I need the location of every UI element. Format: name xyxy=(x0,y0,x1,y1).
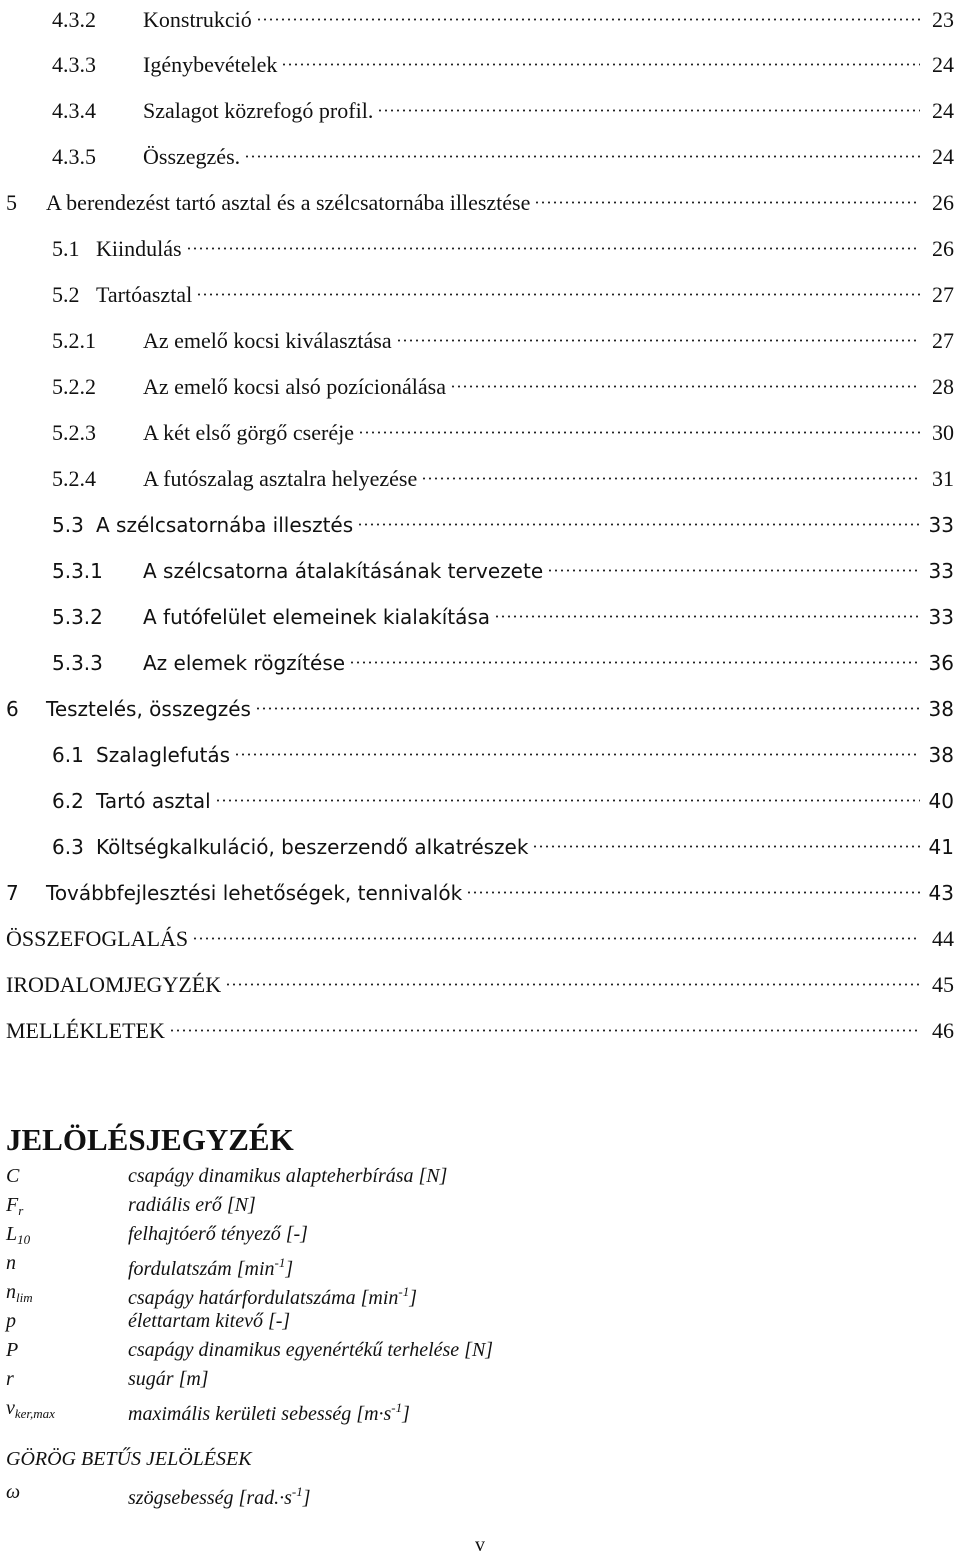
symbol-row xyxy=(0,1478,960,1509)
toc-entry-page: 23 xyxy=(932,7,954,32)
symbol-description-text: csapágy dinamikus alapteherbírása [N] xyxy=(128,1165,448,1187)
toc-entry-page: 38 xyxy=(928,743,954,767)
toc-entry-number: 4.3.2 xyxy=(52,7,96,32)
symbol-description-text: csapágy határfordulatszáma [min xyxy=(128,1287,399,1309)
symbol-description xyxy=(128,1162,447,1190)
toc-entry-number: 6 xyxy=(6,697,19,721)
toc-dot-leader xyxy=(547,569,920,572)
symbol-description-text: fordulatszám [min xyxy=(128,1258,275,1280)
symbol xyxy=(6,1307,16,1335)
toc-entry[interactable] xyxy=(0,738,960,772)
toc-dot-leader xyxy=(244,155,920,158)
toc-entry[interactable] xyxy=(0,140,960,174)
symbol xyxy=(6,1249,16,1277)
toc-entry[interactable] xyxy=(0,600,960,634)
symbol-row xyxy=(0,1191,960,1219)
toc-entry-title: A futószalag asztalra helyezése xyxy=(143,462,417,496)
toc-entry[interactable] xyxy=(0,1014,960,1048)
unit-closing-bracket: ] xyxy=(402,1403,410,1425)
toc-entry-title: Szalaglefutás xyxy=(96,738,230,772)
toc-entry-page: 38 xyxy=(928,697,954,721)
toc-entry-page: 24 xyxy=(932,144,954,169)
toc-entry-number: 5.3 xyxy=(52,513,84,537)
toc-entry[interactable] xyxy=(0,554,960,588)
greek-symbols-heading: GÖRÖG BETŰS JELÖLÉSEK xyxy=(6,1448,252,1470)
toc-entry[interactable] xyxy=(0,278,960,312)
symbol xyxy=(6,1162,19,1190)
toc-entry-number: 4.3.5 xyxy=(52,144,96,169)
toc-entry-page: 26 xyxy=(932,236,954,261)
toc-entry-page: 43 xyxy=(928,881,954,905)
toc-entry-title: Költségkalkuláció, beszerzendő alkatrészek xyxy=(96,830,528,864)
symbol-description-text: sugár [m] xyxy=(128,1368,209,1390)
toc-dot-leader xyxy=(421,477,920,480)
toc-dot-leader xyxy=(466,891,920,894)
unit-exponent: -1 xyxy=(398,1284,410,1299)
symbol-description-text: élettartam kitevő [-] xyxy=(128,1310,291,1332)
toc-dot-leader xyxy=(186,247,920,250)
toc-entry-page: 36 xyxy=(928,651,954,675)
toc-entry-page: 31 xyxy=(932,466,954,491)
symbol xyxy=(6,1365,14,1393)
symbol-row xyxy=(0,1278,960,1309)
toc-entry-number: 7 xyxy=(6,881,19,905)
toc-dot-leader xyxy=(450,385,920,388)
toc-entry-page: 28 xyxy=(932,374,954,399)
toc-entry-number: 5.2 xyxy=(52,282,80,307)
symbol xyxy=(6,1336,18,1364)
symbol-row xyxy=(0,1365,960,1393)
toc-entry-number: 5.1 xyxy=(52,236,80,261)
symbol-letter: p xyxy=(6,1310,16,1332)
toc-dot-leader xyxy=(396,339,920,342)
toc-entry-title: IRODALOMJEGYZÉK xyxy=(6,968,221,1002)
page-number: v xyxy=(475,1534,485,1556)
toc-entry-number: 5.2.3 xyxy=(52,420,96,445)
toc-entry-page: 24 xyxy=(932,98,954,123)
toc-entry[interactable] xyxy=(0,830,960,864)
toc-entry-page: 26 xyxy=(932,190,954,215)
toc-entry-title: Az elemek rögzítése xyxy=(143,646,345,680)
symbol-description-text: szögsebesség [rad.·s xyxy=(128,1487,292,1509)
symbol xyxy=(6,1478,20,1506)
unit-exponent: -1 xyxy=(274,1255,286,1270)
toc-entry-page: 33 xyxy=(928,559,954,583)
toc-dot-leader xyxy=(192,937,920,940)
toc-entry-title: A futófelület elemeinek kialakítása xyxy=(143,600,490,634)
symbol-letter: n xyxy=(6,1281,16,1303)
toc-dot-leader xyxy=(281,63,920,66)
symbol-row xyxy=(0,1220,960,1248)
symbol-row xyxy=(0,1162,960,1190)
toc-entry[interactable] xyxy=(0,3,960,37)
toc-entry-number: 6.2 xyxy=(52,789,84,813)
symbol-row xyxy=(0,1336,960,1364)
toc-entry-page: 46 xyxy=(932,1018,954,1043)
toc-entry-title: A berendezést tartó asztal és a szélcsatornába illesztése xyxy=(46,186,530,220)
toc-entry-number: 4.3.3 xyxy=(52,52,96,77)
toc-entry-number: 5.3.3 xyxy=(52,651,103,675)
toc-dot-leader xyxy=(358,431,920,434)
toc-entry-page: 27 xyxy=(932,282,954,307)
toc-entry[interactable] xyxy=(0,324,960,358)
toc-entry[interactable] xyxy=(0,462,960,496)
toc-entry-number: 5.2.1 xyxy=(52,328,96,353)
toc-entry-title: Szalagot közrefogó profil. xyxy=(143,94,373,128)
symbols-heading: JELÖLÉSJEGYZÉK xyxy=(6,1122,294,1157)
toc-entry[interactable] xyxy=(0,508,960,542)
toc-dot-leader xyxy=(234,753,920,756)
toc-dot-leader xyxy=(215,799,920,802)
toc-entry[interactable] xyxy=(0,186,960,220)
unit-closing-bracket: ] xyxy=(302,1487,311,1509)
toc-entry-page: 30 xyxy=(932,420,954,445)
toc-entry-number: 5.2.4 xyxy=(52,466,96,491)
toc-dot-leader xyxy=(377,109,920,112)
symbol-description xyxy=(128,1478,311,1512)
toc-entry-title: Konstrukció xyxy=(143,3,252,37)
toc-entry-number: 5 xyxy=(6,190,17,215)
symbol-description xyxy=(128,1365,209,1393)
toc-entry-page: 40 xyxy=(928,789,954,813)
toc-entry-page: 45 xyxy=(932,972,954,997)
symbol-subscript: ker,max xyxy=(14,1406,55,1421)
toc-entry-page: 27 xyxy=(932,328,954,353)
toc-entry[interactable] xyxy=(0,370,960,404)
toc-dot-leader xyxy=(255,707,920,710)
toc-entry[interactable] xyxy=(0,922,960,956)
toc-dot-leader xyxy=(256,18,920,21)
toc-entry-number: 6.1 xyxy=(52,743,84,767)
symbol-description-text: csapágy dinamikus egyenértékű terhelése [N] xyxy=(128,1339,494,1361)
toc-entry[interactable] xyxy=(0,646,960,680)
unit-closing-bracket: ] xyxy=(285,1258,294,1280)
toc-entry-title: A két első görgő cseréje xyxy=(143,416,354,450)
unit-exponent: -1 xyxy=(391,1400,403,1415)
symbol-row xyxy=(0,1394,960,1425)
toc-entry[interactable] xyxy=(0,48,960,82)
symbol-description-text: felhajtóerő tényező [-] xyxy=(128,1223,308,1245)
symbol-description-text: maximális kerületi sebesség [m·s xyxy=(128,1403,392,1425)
symbol-letter: r xyxy=(6,1368,14,1390)
toc-entry-title: ÖSSZEFOGLALÁS xyxy=(6,922,188,956)
toc-entry-page: 44 xyxy=(932,926,954,951)
unit-closing-bracket: ] xyxy=(409,1287,418,1309)
symbol-row xyxy=(0,1249,960,1280)
toc-entry-title: Tartó asztal xyxy=(96,784,211,818)
toc-entry-title: Továbbfejlesztési lehetőségek, tennivalók xyxy=(46,876,462,910)
symbol-letter: v xyxy=(6,1397,15,1419)
toc-entry-title: Kiindulás xyxy=(96,232,182,266)
toc-entry-page: 24 xyxy=(932,52,954,77)
toc-dot-leader xyxy=(494,615,920,618)
symbol-subscript: 10 xyxy=(17,1232,31,1247)
toc-dot-leader xyxy=(534,201,920,204)
toc-dot-leader xyxy=(225,983,920,986)
toc-dot-leader xyxy=(349,661,920,664)
toc-entry-number: 5.3.2 xyxy=(52,605,103,629)
symbol-description xyxy=(128,1191,256,1219)
toc-entry-title: Az emelő kocsi alsó pozícionálása xyxy=(143,370,446,404)
toc-entry[interactable] xyxy=(0,232,960,266)
toc-entry-number: 6.3 xyxy=(52,835,84,859)
toc-entry-number: 5.2.2 xyxy=(52,374,96,399)
symbol-subscript: lim xyxy=(16,1290,33,1305)
symbol-description xyxy=(128,1220,308,1248)
toc-entry-number: 4.3.4 xyxy=(52,98,96,123)
unit-exponent: -1 xyxy=(291,1484,303,1499)
symbol-letter: F xyxy=(6,1194,19,1216)
toc-entry-title: Tesztelés, összegzés xyxy=(46,692,251,726)
toc-entry-page: 33 xyxy=(928,513,954,537)
toc-entry-page: 41 xyxy=(928,835,954,859)
symbol-letter: n xyxy=(6,1252,16,1274)
toc-entry-title: A szélcsatorna átalakításának tervezete xyxy=(143,554,543,588)
symbol-letter: P xyxy=(6,1339,19,1361)
toc-entry-title: Tartóasztal xyxy=(96,278,192,312)
toc-entry-page: 33 xyxy=(928,605,954,629)
toc-entry[interactable] xyxy=(0,784,960,818)
symbol-subscript: r xyxy=(18,1203,24,1218)
toc-entry[interactable] xyxy=(0,968,960,1002)
toc-dot-leader xyxy=(357,523,920,526)
symbol-letter: L xyxy=(6,1223,18,1245)
toc-entry[interactable] xyxy=(0,416,960,450)
toc-entry-title: A szélcsatornába illesztés xyxy=(96,508,353,542)
toc-entry-title: Igénybevételek xyxy=(143,48,277,82)
symbol-letter: C xyxy=(6,1165,20,1187)
symbol-description xyxy=(128,1394,410,1428)
symbol-row xyxy=(0,1307,960,1335)
toc-entry-title: Összegzés. xyxy=(143,140,240,174)
toc-entry-number: 5.3.1 xyxy=(52,559,103,583)
symbol-description xyxy=(128,1307,290,1335)
symbol-letter: ω xyxy=(6,1481,21,1503)
toc-entry-title: Az emelő kocsi kiválasztása xyxy=(143,324,392,358)
toc-dot-leader xyxy=(169,1029,920,1032)
toc-dot-leader xyxy=(532,845,920,848)
symbol-description-text: radiális erő [N] xyxy=(128,1194,256,1216)
toc-entry[interactable] xyxy=(0,94,960,128)
symbol xyxy=(6,1394,55,1428)
toc-dot-leader xyxy=(196,293,920,296)
toc-entry-title: MELLÉKLETEK xyxy=(6,1014,165,1048)
symbol-description xyxy=(128,1336,493,1364)
toc-entry[interactable] xyxy=(0,876,960,910)
toc-entry[interactable] xyxy=(0,692,960,726)
